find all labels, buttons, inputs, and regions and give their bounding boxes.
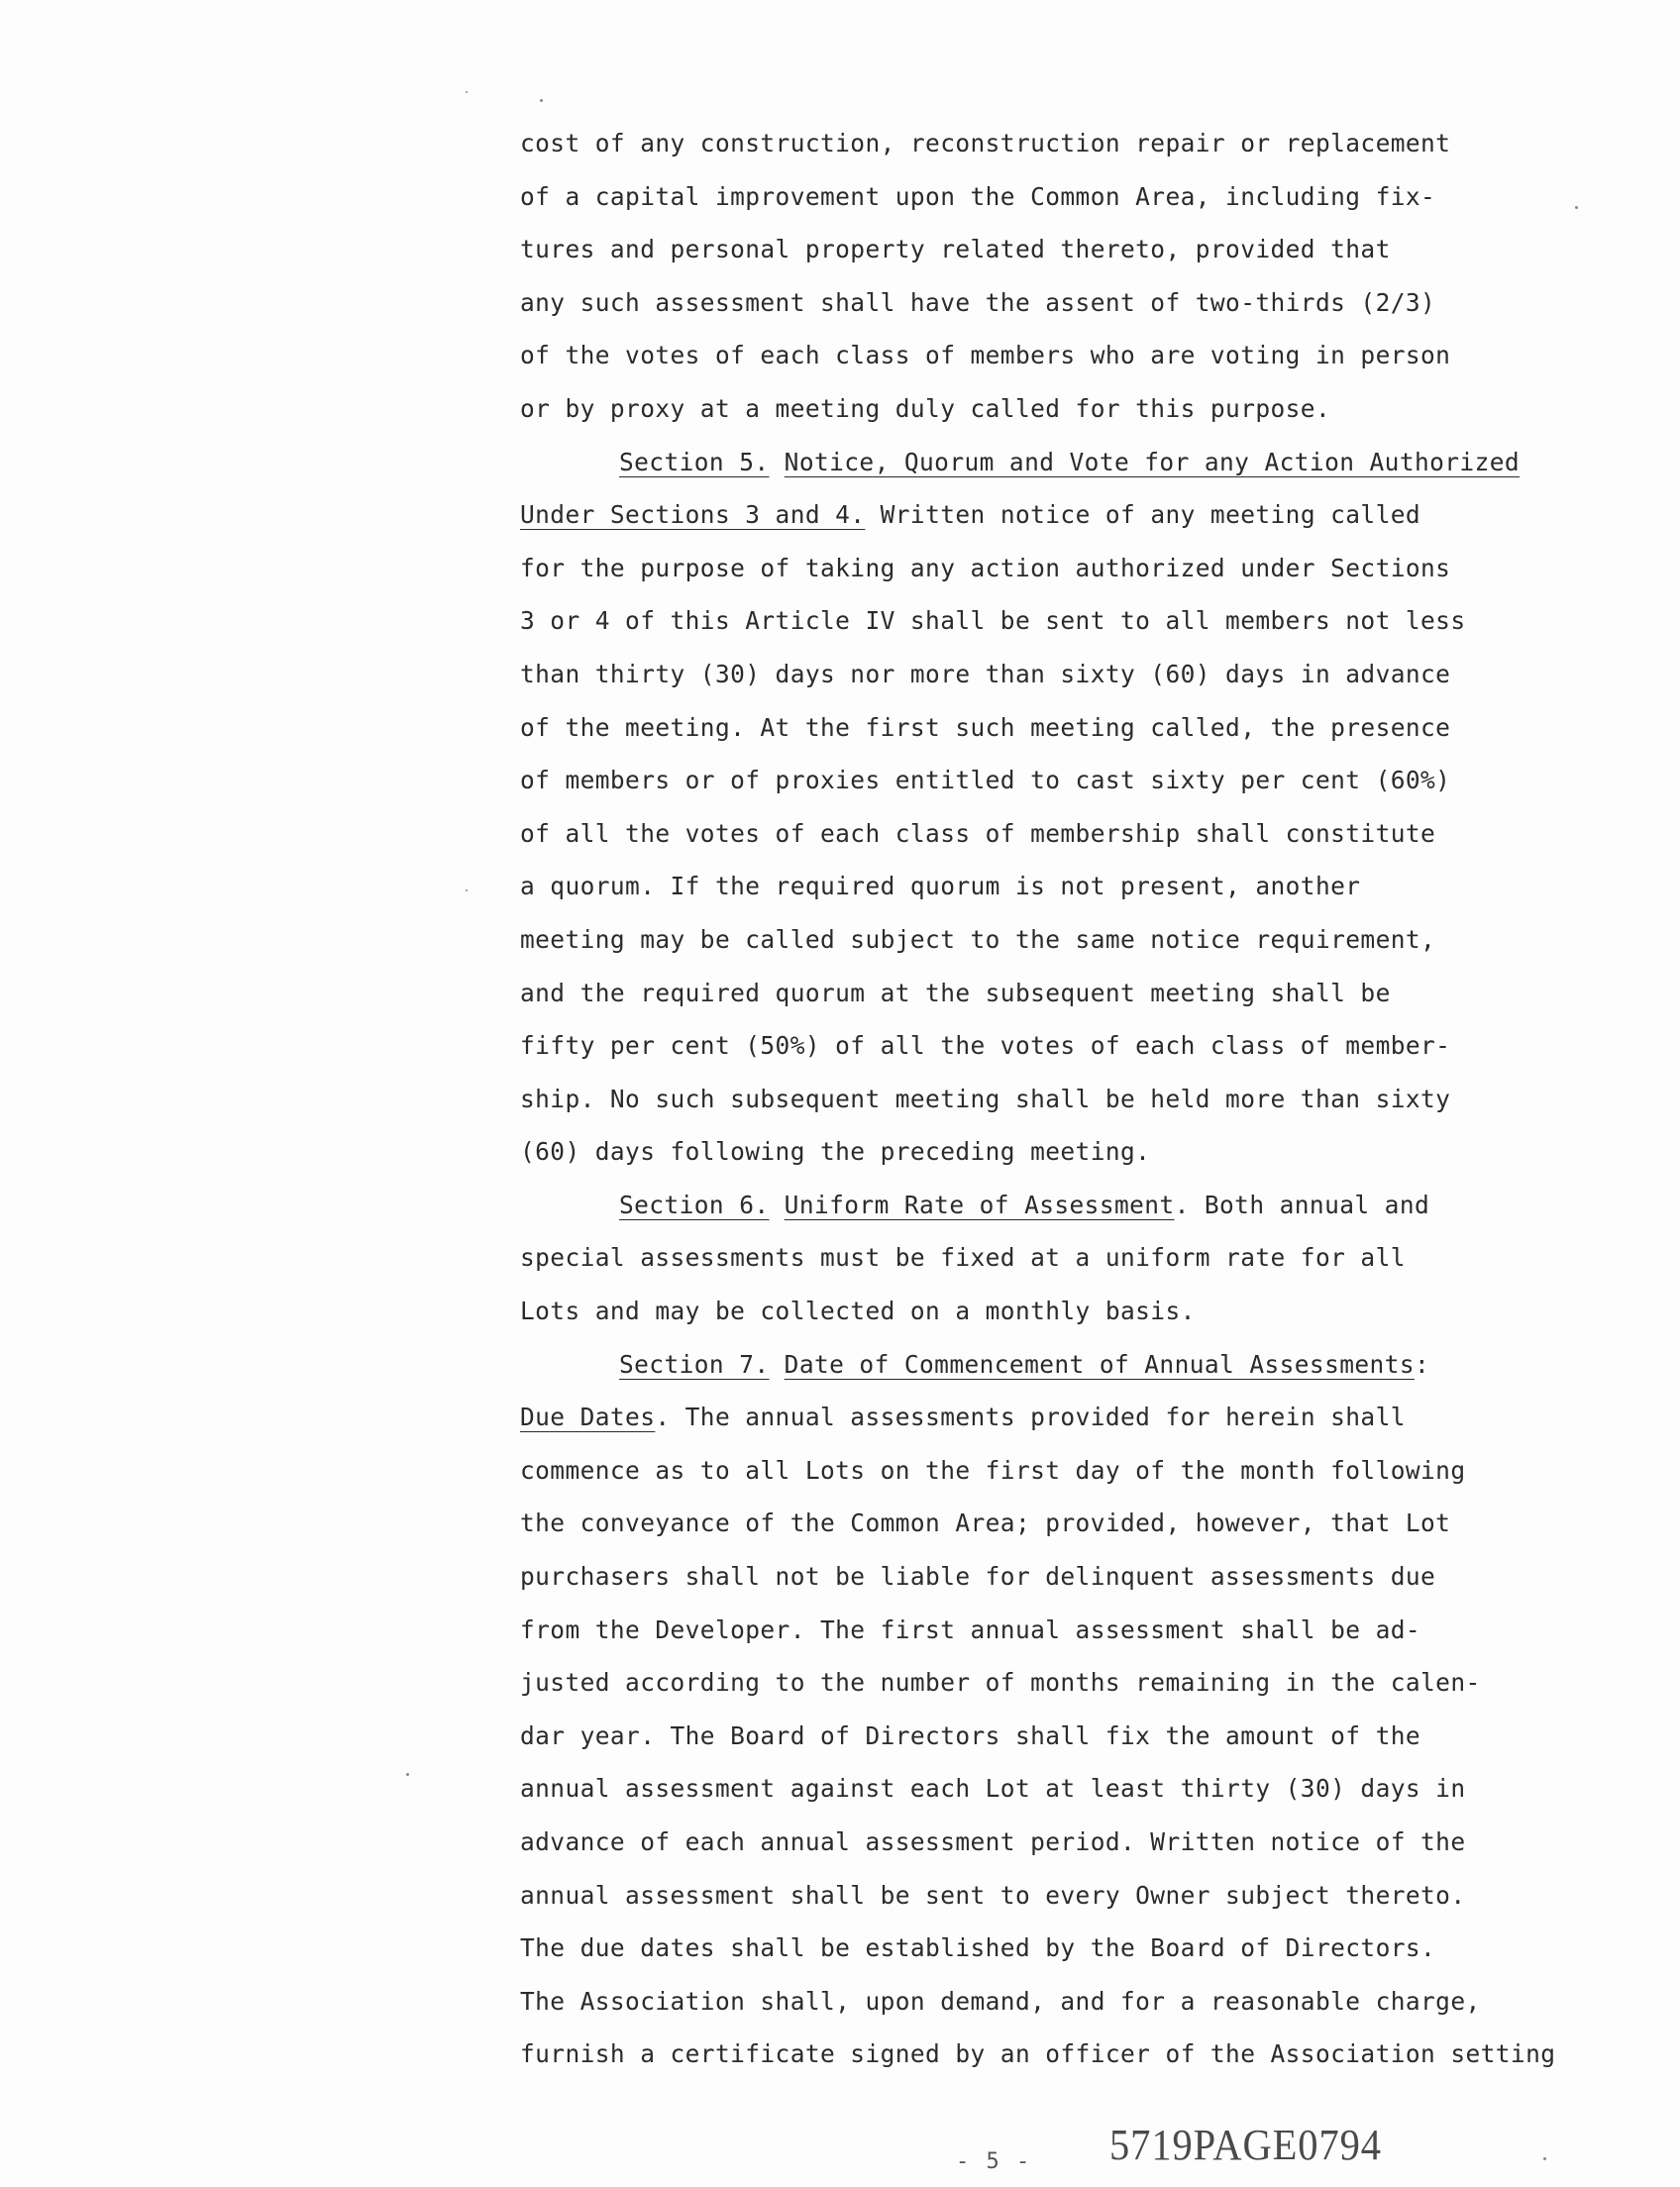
line-text [770, 448, 785, 476]
text-line [520, 860, 1590, 913]
line-text: of members or of proxies entitled to cast sixty per cent (60%) [520, 766, 1451, 795]
line-text: and the required quorum at the subsequent meeting shall be [520, 978, 1391, 1007]
text-line [520, 1710, 1590, 1763]
line-text: meeting may be called subject to the same notice requirement, [520, 924, 1436, 954]
underlined-heading-text: Under Sections 3 and 4. [520, 500, 866, 530]
line-text: Lots and may be collected on a monthly basis. [520, 1297, 1196, 1326]
scan-speck [540, 99, 543, 102]
text-line [520, 754, 1590, 807]
text-line [520, 223, 1590, 276]
line-text: dar year. The Board of Directors shall fix the amount of the [520, 1720, 1421, 1750]
text-line [520, 1604, 1590, 1657]
scan-speck [466, 889, 468, 891]
line-text: for the purpose of taking any action authorized under Sections [520, 553, 1451, 582]
line-text: from the Developer. The first annual assessment shall be ad- [520, 1614, 1421, 1644]
line-text: commence as to all Lots on the first day of the month following [520, 1455, 1466, 1485]
text-line [520, 488, 1590, 542]
text-line [520, 1550, 1590, 1604]
line-text: The due dates shall be established by the Board of Directors. [520, 1933, 1436, 1963]
text-line [520, 382, 1590, 436]
line-text: cost of any construction, reconstruction repair or replacement [520, 129, 1451, 157]
line-text: fifty per cent (50%) of all the votes of each class of member- [520, 1031, 1451, 1061]
text-line [520, 1656, 1590, 1710]
line-text: furnish a certificate signed by an officer of the Association setting [520, 2039, 1556, 2069]
line-text: 3 or 4 of this Article IV shall be sent to all members not less [520, 606, 1466, 636]
text-line [520, 1019, 1590, 1073]
text-line [520, 967, 1590, 1020]
text-line [520, 1231, 1590, 1285]
underlined-heading-text: Notice, Quorum and Vote for any Action Authorized [784, 447, 1521, 476]
line-text: the conveyance of the Common Area; provided, however, that Lot [520, 1509, 1451, 1538]
text-line [520, 648, 1590, 701]
line-text [770, 1350, 785, 1379]
line-text: of all the votes of each class of membership shall constitute [520, 818, 1436, 848]
text-line [520, 436, 1590, 489]
underlined-heading-text: Section 6. [619, 1190, 770, 1219]
line-text: Written notice of any meeting called [865, 500, 1421, 530]
text-line [520, 1338, 1590, 1392]
text-line [520, 1975, 1590, 2029]
line-text: a quorum. If the required quorum is not present, another [520, 872, 1361, 901]
text-line [520, 117, 1590, 170]
text-line [520, 170, 1590, 224]
document-body [520, 117, 1590, 2081]
text-line [520, 2028, 1590, 2081]
line-text: tures and personal property related thereto, provided that [520, 235, 1391, 264]
page-number: - 5 - [956, 2149, 1032, 2174]
text-line [520, 329, 1590, 382]
text-line [520, 1922, 1590, 1975]
line-text: . The annual assessments provided for herein shall [655, 1403, 1406, 1432]
line-text: of a capital improvement upon the Common Area, including fix- [520, 181, 1436, 211]
text-line [520, 1073, 1590, 1126]
text-line [520, 542, 1590, 595]
scan-speck [466, 91, 468, 93]
text-line [520, 1285, 1590, 1338]
line-text: of the meeting. At the first such meeting called, the presence [520, 712, 1451, 742]
text-line [520, 1816, 1590, 1869]
line-text: purchasers shall not be liable for delinquent assessments due [520, 1562, 1436, 1592]
underlined-heading-text: Section 5. [619, 447, 770, 476]
line-text: or by proxy at a meeting duly called for this purpose. [520, 393, 1331, 423]
line-text: . Both annual and [1174, 1190, 1430, 1219]
text-line [520, 913, 1590, 967]
scan-speck [406, 1773, 409, 1776]
text-line [520, 1869, 1590, 1923]
text-line [520, 807, 1590, 861]
book-page-stamp: 5719PAGE0794 [1109, 2121, 1382, 2169]
underlined-heading-text: Section 7. [619, 1349, 770, 1379]
line-text: justed according to the number of months remaining in the calen- [520, 1668, 1481, 1698]
line-text: special assessments must be fixed at a uniform rate for all [520, 1243, 1406, 1273]
text-line [520, 594, 1590, 648]
text-line [520, 276, 1590, 330]
line-text: than thirty (30) days nor more than sixty (60) days in advance [520, 659, 1451, 688]
text-line [520, 1444, 1590, 1498]
scan-speck [1543, 2157, 1546, 2160]
text-line [520, 1125, 1590, 1179]
underlined-heading-text: Date of Commencement of Annual Assessments [784, 1349, 1415, 1379]
line-text: : [1414, 1349, 1430, 1379]
line-text: advance of each annual assessment period. Written notice of the [520, 1827, 1466, 1856]
text-line [520, 701, 1590, 755]
line-text: (60) days following the preceding meeting. [520, 1137, 1151, 1167]
line-text: The Association shall, upon demand, and for a reasonable charge, [520, 1986, 1481, 2016]
line-text: ship. No such subsequent meeting shall be held more than sixty [520, 1084, 1451, 1113]
text-line [520, 1497, 1590, 1550]
text-line [520, 1762, 1590, 1816]
underlined-heading-text: Uniform Rate of Assessment [784, 1190, 1175, 1219]
text-line [520, 1179, 1590, 1232]
line-text: annual assessment against each Lot at least thirty (30) days in [520, 1774, 1466, 1804]
text-line [520, 1391, 1590, 1444]
line-text: annual assessment shall be sent to every Owner subject thereto. [520, 1880, 1466, 1910]
scan-speck [1575, 206, 1578, 209]
line-text: of the votes of each class of members who are voting in person [520, 341, 1451, 370]
line-text [770, 1191, 785, 1219]
underlined-heading-text: Due Dates [520, 1403, 656, 1432]
line-text: any such assessment shall have the assent of two-thirds (2/3) [520, 287, 1436, 317]
